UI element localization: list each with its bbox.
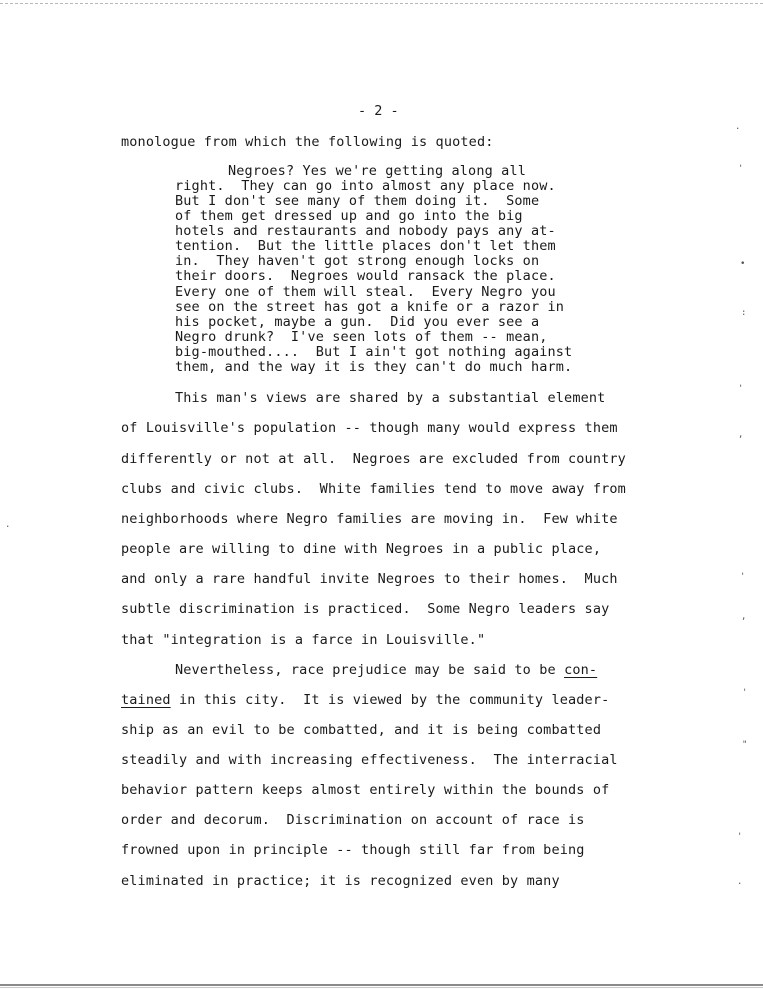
body-text: in this city. It is viewed by the community leader- xyxy=(170,692,610,708)
body-line: differently or not at all. Negroes are excluded from country xyxy=(121,451,626,467)
body-line: frowned upon in principle -- though still far from being xyxy=(121,842,585,858)
body-text: Nevertheless, race prejudice may be said to be xyxy=(175,662,565,678)
lead-line: monologue from which the following is quoted: xyxy=(121,134,494,150)
scan-speck: ' xyxy=(740,572,746,582)
top-page-edge xyxy=(0,3,763,4)
body-line xyxy=(121,692,609,708)
body-line: eliminated in practice; it is recognized even by many xyxy=(121,873,560,889)
quote-line: them, and the way it is they can't do much harm. xyxy=(175,359,573,375)
body-line: order and decorum. Discrimination on account of race is xyxy=(121,812,585,828)
scan-speck: . xyxy=(737,877,743,887)
bottom-page-edge-shadow xyxy=(0,987,763,988)
quote-line: right. They can go into almost any place now. xyxy=(175,178,556,194)
scan-speck: , xyxy=(741,612,747,622)
underlined-word: con- xyxy=(564,662,598,678)
body-line: behavior pattern keeps almost entirely within the bounds of xyxy=(121,782,610,798)
scan-speck: : xyxy=(741,308,747,318)
body-line: steadily and with increasing effectiveness. The interracial xyxy=(121,752,618,768)
scan-speck: . xyxy=(735,122,741,132)
page-number: - 2 - xyxy=(358,103,399,119)
quote-line: Every one of them will steal. Every Negro you xyxy=(175,284,556,300)
quote-line: Negroes? Yes we're getting along all xyxy=(228,163,526,179)
quote-line: their doors. Negroes would ransack the place. xyxy=(175,268,556,284)
scan-speck: " xyxy=(742,740,748,750)
body-line: This man's views are shared by a substantial element xyxy=(175,390,606,406)
quote-line: hotels and restaurants and nobody pays any at- xyxy=(175,223,556,239)
body-line xyxy=(175,662,597,678)
scan-speck: , xyxy=(738,430,744,440)
body-line: and only a rare handful invite Negroes to their homes. Much xyxy=(121,571,618,587)
body-line: ship as an evil to be combatted, and it is being combatted xyxy=(121,722,602,738)
underlined-word: tained xyxy=(121,692,171,708)
scan-speck: ' xyxy=(737,832,743,842)
scan-speck: ' xyxy=(742,688,748,698)
body-line: of Louisville's population -- though many would express them xyxy=(121,420,618,436)
body-line: clubs and civic clubs. White families tend to move away from xyxy=(121,481,626,497)
body-line: subtle discrimination is practiced. Some Negro leaders say xyxy=(121,601,610,617)
scan-speck: • xyxy=(740,259,746,269)
scan-speck: ' xyxy=(738,384,744,394)
bottom-page-edge xyxy=(0,984,763,986)
body-line: neighborhoods where Negro families are moving in. Few white xyxy=(121,511,618,527)
scan-speck: . xyxy=(5,520,11,530)
scan-speck: ' xyxy=(738,164,744,174)
quote-line: his pocket, maybe a gun. Did you ever see a xyxy=(175,314,540,330)
quote-line: Negro drunk? I've seen lots of them -- mean, xyxy=(175,329,548,345)
quote-line: of them get dressed up and go into the big xyxy=(175,208,523,224)
quote-line: see on the street has got a knife or a razor in xyxy=(175,299,565,315)
quote-line: tention. But the little places don't let them xyxy=(175,238,556,254)
body-line: people are willing to dine with Negroes in a public place, xyxy=(121,541,602,557)
body-line: that "integration is a farce in Louisville." xyxy=(121,632,486,648)
quote-line: big-mouthed.... But I ain't got nothing against xyxy=(175,344,573,360)
quote-line: in. They haven't got strong enough locks on xyxy=(175,253,540,269)
quote-line: But I don't see many of them doing it. Some xyxy=(175,193,540,209)
